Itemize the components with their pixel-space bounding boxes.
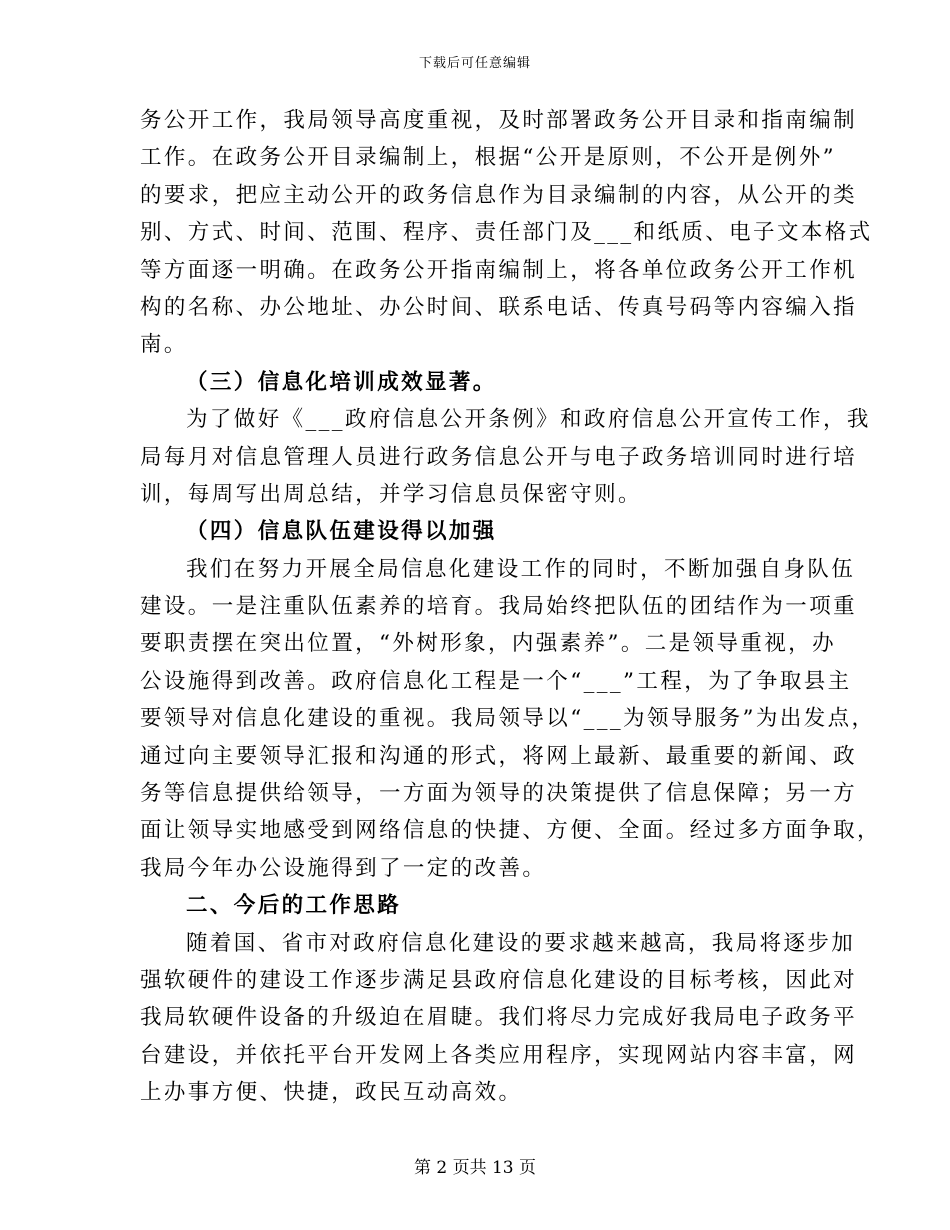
body-line: 台建设，并依托平台开发网上各类应用程序，实现网站内容丰富，网 (140, 1042, 858, 1068)
document-body (140, 102, 881, 1112)
body-line: 要领导对信息化建设的重视。我局领导以“___为领导服务”为出发点， (140, 706, 876, 732)
section-heading: （四）信息队伍建设得以加强 (186, 519, 497, 545)
page-header: 下载后可任意编辑 (418, 56, 531, 71)
body-line: 上办事方便、快捷，政民互动高效。 (140, 1080, 523, 1106)
section-heading: （三）信息化培训成效显著。 (186, 369, 497, 395)
body-line: 强软硬件的建设工作逐步满足县政府信息化建设的目标考核，因此对 (140, 967, 858, 993)
body-line: 南。 (140, 332, 188, 358)
body-line: 我们在努力开展全局信息化建设工作的同时，不断加强自身队伍 (186, 556, 856, 582)
body-line: 要职责摆在突出位置，“外树形象，内强素养”。二是领导重视，办 (140, 631, 836, 657)
body-line: 别、方式、时间、范围、程序、责任部门及___和纸质、电子文本格式 (140, 220, 873, 246)
section-heading: 二、今后的工作思路 (186, 893, 402, 919)
body-line: 为了做好《___政府信息公开条例》和政府信息公开宣传工作，我 (186, 407, 871, 433)
body-line: 局每月对信息管理人员进行政务信息公开与电子政务培训同时进行培 (140, 444, 858, 470)
body-line: 面让领导实地感受到网络信息的快捷、方便、全面。经过多方面争取， (140, 818, 881, 844)
body-line: 我局软硬件设备的升级迫在眉睫。我们将尽力完成好我局电子政务平 (140, 1005, 858, 1031)
body-line: 训，每周写出周总结，并学习信息员保密守则。 (140, 481, 642, 507)
body-line: 公设施得到改善。政府信息化工程是一个“___”工程，为了争取县主 (140, 668, 852, 694)
body-line: 我局今年办公设施得到了一定的改善。 (140, 855, 547, 881)
page-footer: 第 2 页共 13 页 (413, 1158, 537, 1178)
body-line: 构的名称、办公地址、办公时间、联系电话、传真号码等内容编入指 (140, 294, 858, 320)
body-line: 等方面逐一明确。在政务公开指南编制上，将各单位政务公开工作机 (140, 257, 858, 283)
body-line: 建设。一是注重队伍素养的培育。我局始终把队伍的团结作为一项重 (140, 594, 858, 620)
body-line: 务公开工作，我局领导高度重视，及时部署政务公开目录和指南编制 (140, 108, 858, 133)
body-line: 通过向主要领导汇报和沟通的形式，将网上最新、最重要的新闻、政 (140, 743, 858, 769)
body-line: 随着国、省市对政府信息化建设的要求越来越高，我局将逐步加 (186, 930, 856, 956)
body-line: 的要求，把应主动公开的政务信息作为目录编制的内容，从公开的类 (140, 182, 858, 208)
body-line: 务等信息提供给领导，一方面为领导的决策提供了信息保障；另一方 (140, 781, 858, 807)
body-line: 工作。在政务公开目录编制上，根据“公开是原则，不公开是例外” (140, 145, 836, 171)
